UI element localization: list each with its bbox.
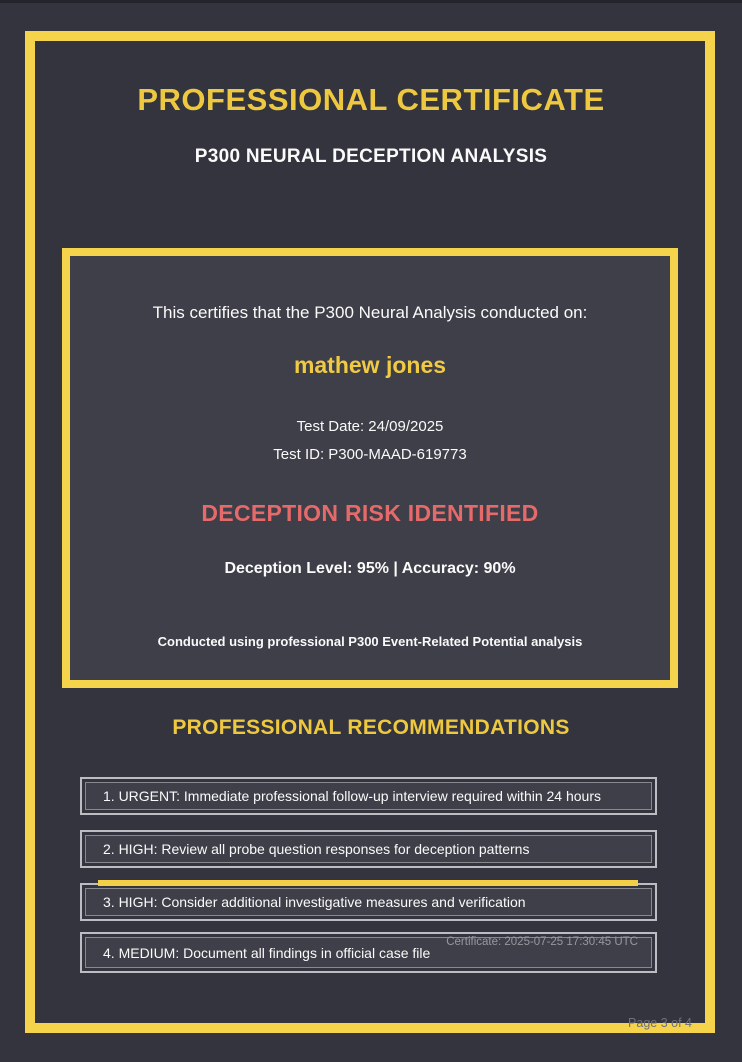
page-subtitle: P300 NEURAL DECEPTION ANALYSIS xyxy=(194,146,548,167)
recommendation-text: 2. HIGH: Review all probe question responses for deception patterns xyxy=(103,841,530,857)
page-number: Page 3 of 4 xyxy=(628,1016,692,1030)
certificate-timestamp: Certificate: 2025-07-25 17:30:45 UTC xyxy=(446,936,638,948)
page-top-edge xyxy=(0,0,742,3)
recommendation-text: 4. MEDIUM: Document all findings in official case file xyxy=(103,944,431,961)
test-id: Test ID: P300-MAAD-619773 xyxy=(273,446,467,463)
recommendation-item-3 xyxy=(80,883,657,921)
method-note: Conducted using professional P300 Event-Related Potential analysis xyxy=(157,634,583,649)
certificate-intro-text: This certifies that the P300 Neural Analysis conducted on: xyxy=(152,303,588,322)
recommendations-heading: PROFESSIONAL RECOMMENDATIONS xyxy=(172,716,570,739)
recommendation-item-1 xyxy=(80,777,657,815)
recommendation-text: 1. URGENT: Immediate professional follow-up interview required within 24 hours xyxy=(103,788,601,804)
recommendation-text: 3. HIGH: Consider additional investigative measures and verification xyxy=(103,894,526,910)
subject-name: mathew jones xyxy=(293,352,447,378)
recommendation-item-2 xyxy=(80,830,657,868)
yellow-accent-bar xyxy=(98,880,638,886)
test-date: Test Date: 24/09/2025 xyxy=(296,418,444,435)
risk-status: DECEPTION RISK IDENTIFIED xyxy=(201,500,539,526)
deception-metrics: Deception Level: 95% | Accuracy: 90% xyxy=(224,560,516,577)
page-title: PROFESSIONAL CERTIFICATE xyxy=(137,82,605,117)
